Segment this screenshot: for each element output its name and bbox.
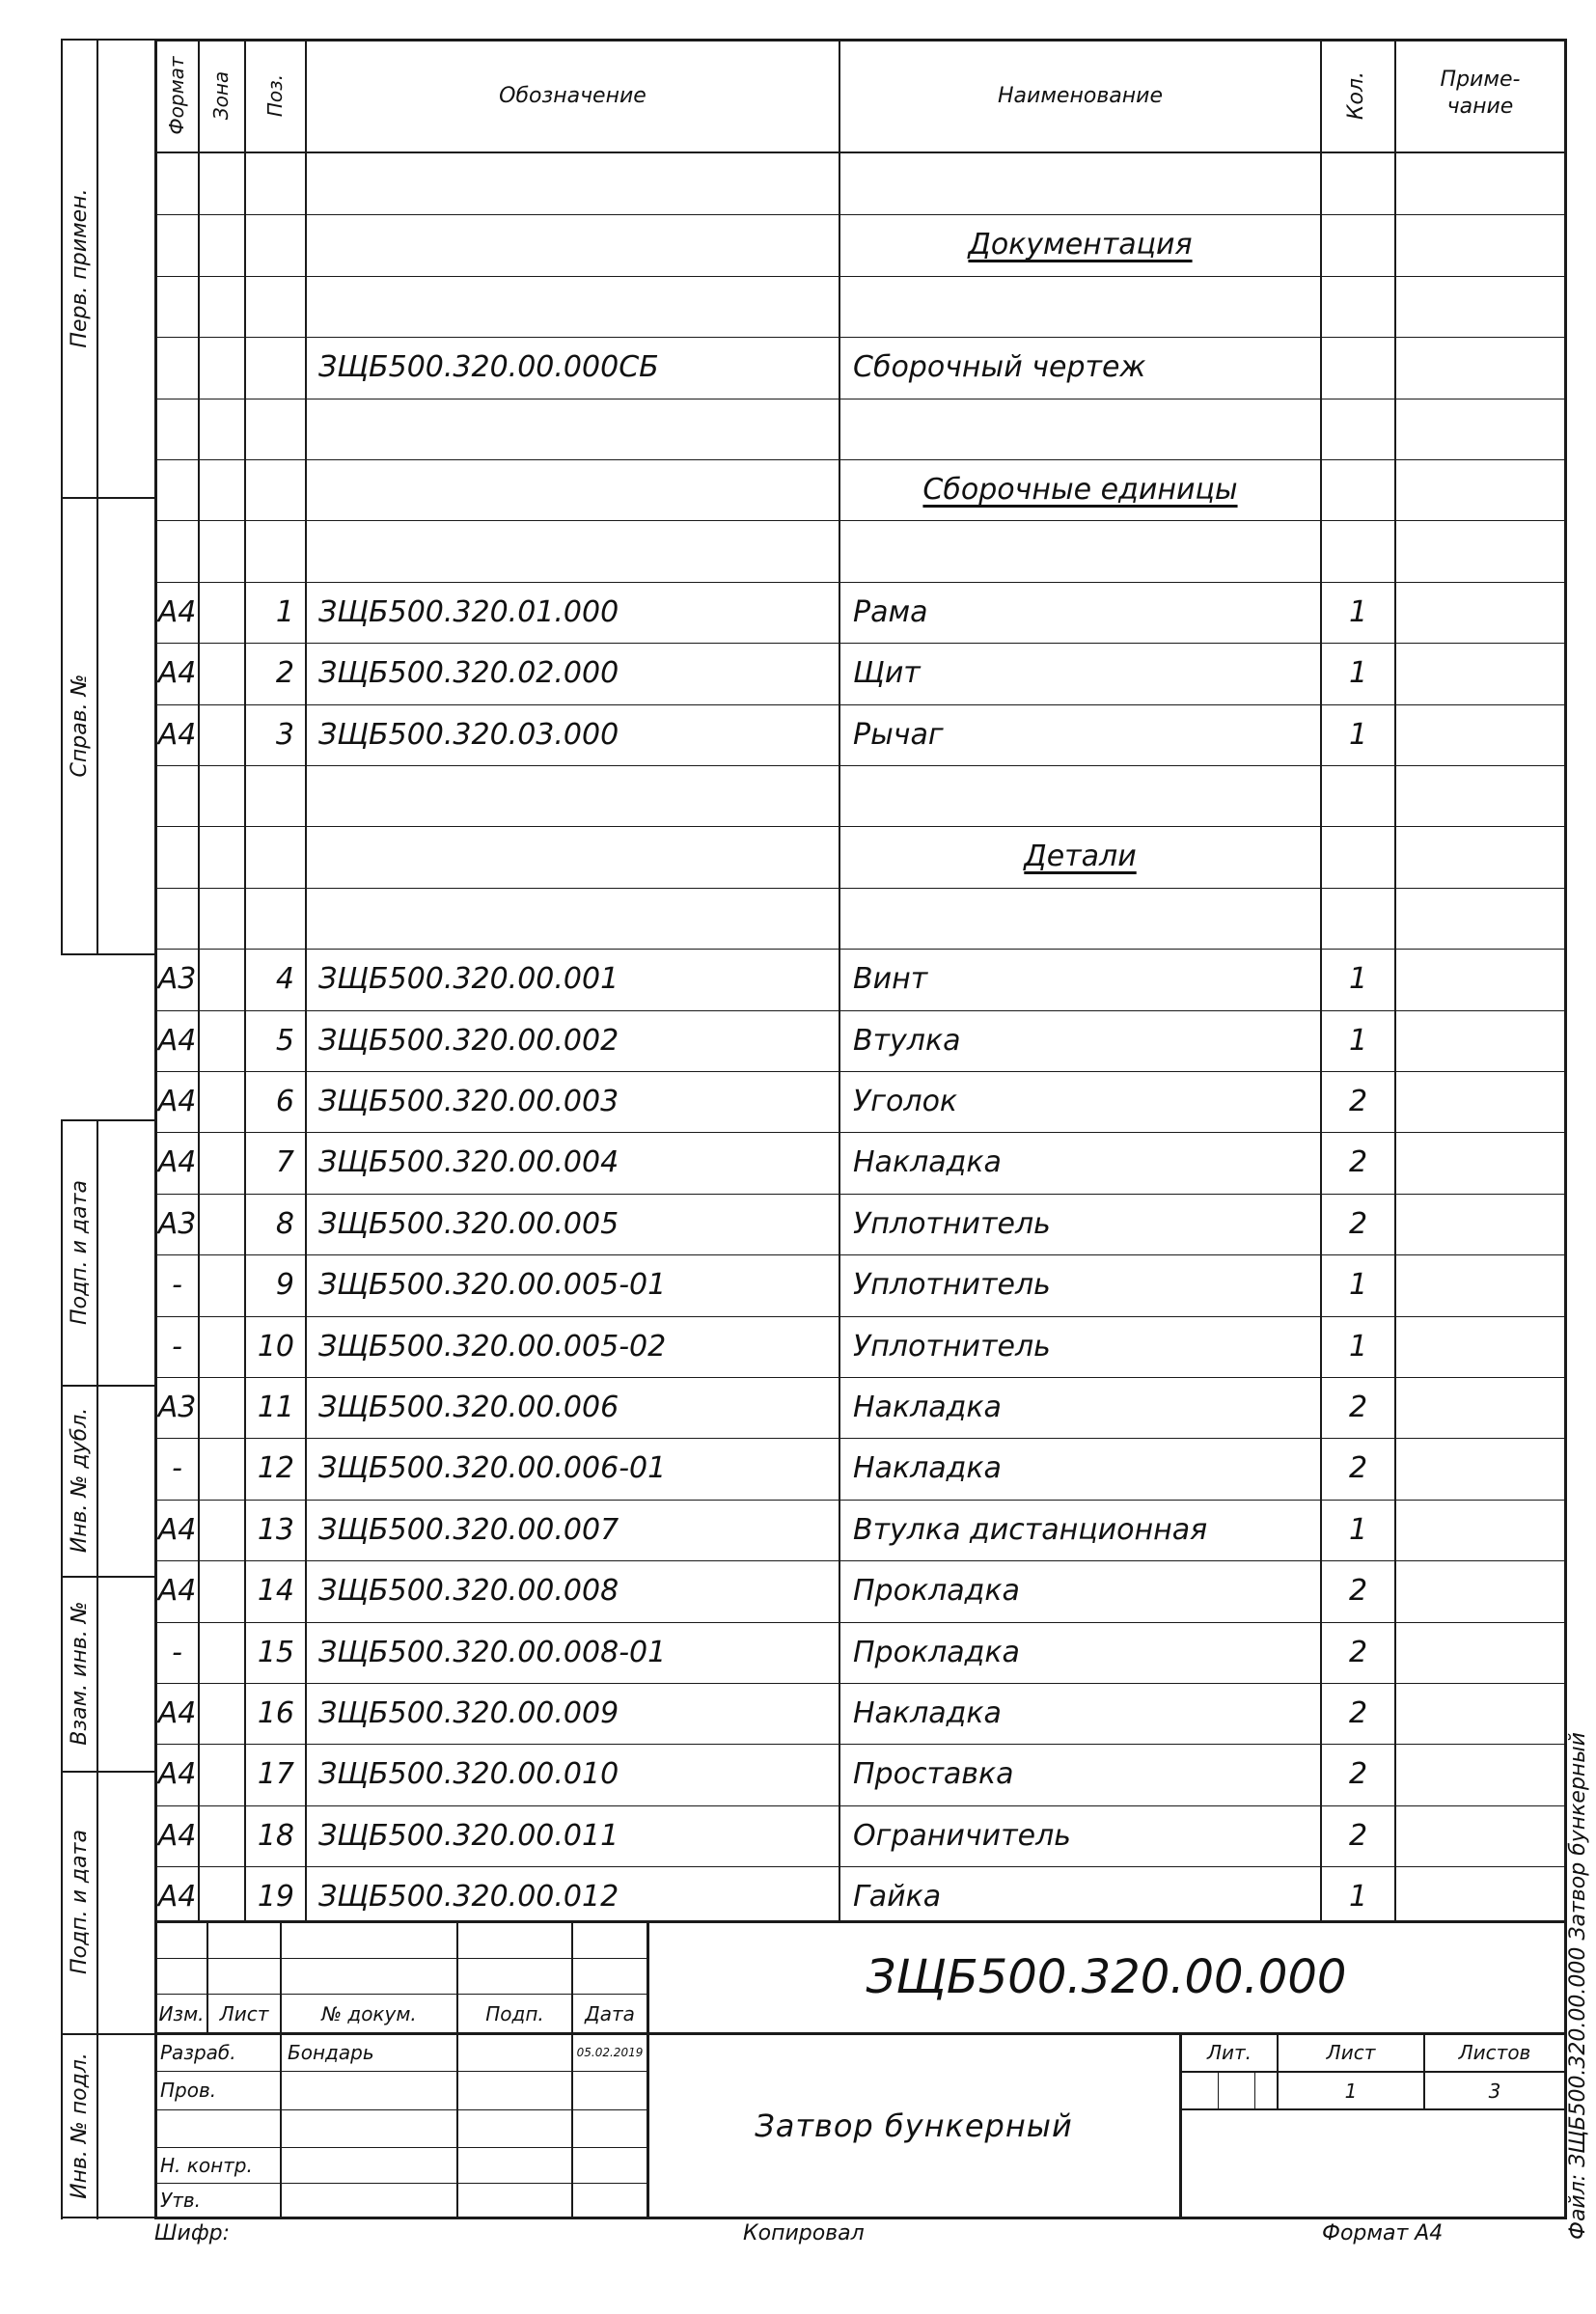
row-format: А3 [157, 1391, 197, 1424]
footer-kopiroval: Копировал [743, 2221, 865, 2245]
row-name: Гайка [853, 1880, 942, 1914]
row-position: 11 [257, 1391, 294, 1424]
row-position: 8 [275, 1207, 294, 1241]
file-label: Файл: ЗЩБ500.320.00.000 Затвор бункерный [1566, 1732, 1590, 2240]
row-name: Прокладка [853, 1574, 1020, 1608]
row-format [156, 214, 198, 275]
row-designation: ЗЩБ500.320.00.008-01 [318, 1636, 667, 1669]
row-format [156, 826, 198, 887]
row-qty: 2 [1348, 1819, 1368, 1853]
row-designation: ЗЩБ500.320.00.002 [318, 1024, 619, 1058]
row-position: 9 [275, 1268, 294, 1302]
row-qty [1322, 765, 1394, 826]
row-designation: ЗЩБ500.320.00.009 [318, 1696, 619, 1730]
listov-value: 3 [1488, 2079, 1501, 2103]
row-designation: ЗЩБ500.320.00.005 [318, 1207, 619, 1241]
row-name: Накладка [853, 1696, 1002, 1730]
row-qty [1322, 888, 1394, 949]
header-oboznachenie: Обозначение [499, 84, 647, 108]
row-name: Втулка дистанционная [853, 1513, 1208, 1547]
row-position: 18 [257, 1819, 294, 1853]
row-qty: 2 [1348, 1085, 1368, 1118]
row-name [853, 765, 1316, 826]
row-format: - [172, 1636, 182, 1669]
utv-label: Утв. [160, 2189, 201, 2212]
row-qty [1322, 826, 1394, 887]
row-designation: ЗЩБ500.320.00.004 [318, 1145, 619, 1179]
row-designation: ЗЩБ500.320.00.007 [318, 1513, 619, 1547]
row-position [246, 826, 294, 887]
row-position: 12 [257, 1451, 294, 1485]
row-position [246, 153, 294, 214]
podp-data-label-2: Подп. и дата [68, 1830, 92, 1974]
footer-shifr: Шифр: [154, 2221, 231, 2245]
row-format [156, 276, 198, 337]
row-format [156, 888, 198, 949]
row-position [246, 888, 294, 949]
footer-format: Формат А4 [1322, 2221, 1444, 2245]
row-qty: 1 [1348, 1513, 1368, 1547]
header-naimenovanie: Наименование [998, 84, 1163, 108]
row-qty: 1 [1348, 595, 1368, 629]
section-heading [840, 214, 1320, 275]
row-position: 3 [275, 718, 294, 752]
col-podp: Подп. [485, 2002, 544, 2025]
row-name: Уголок [853, 1085, 958, 1118]
row-qty: 2 [1348, 1207, 1368, 1241]
row-format: А4 [157, 1696, 197, 1730]
row-qty: 2 [1348, 1391, 1368, 1424]
row-format [156, 399, 198, 459]
row-qty: 1 [1348, 1330, 1368, 1364]
row-qty: 1 [1348, 1880, 1368, 1914]
row-designation: ЗЩБ500.320.03.000 [318, 718, 619, 752]
row-position: 17 [257, 1757, 294, 1791]
row-format [156, 459, 198, 520]
prov-label: Пров. [160, 2079, 217, 2102]
row-designation [318, 888, 835, 949]
row-designation [318, 153, 835, 214]
row-designation: ЗЩБ500.320.00.006-01 [318, 1451, 667, 1485]
row-position: 15 [257, 1636, 294, 1669]
row-name: Винт [853, 962, 928, 996]
row-qty: 2 [1348, 1757, 1368, 1791]
row-qty: 2 [1348, 1636, 1368, 1669]
drawing-title: Затвор бункерный [755, 2107, 1073, 2144]
row-format: А4 [157, 1085, 197, 1118]
row-position: 7 [275, 1145, 294, 1179]
vzam-inv-label: Взам. инв. № [68, 1601, 92, 1746]
row-format: - [172, 1268, 182, 1302]
row-format: А4 [157, 1757, 197, 1791]
row-name: Накладка [853, 1145, 1002, 1179]
col-list: Лист [219, 2002, 269, 2025]
row-qty: 1 [1348, 656, 1368, 690]
row-designation: ЗЩБ500.320.00.006 [318, 1391, 619, 1424]
row-format: А3 [157, 1207, 197, 1241]
header-poz: Поз. [263, 73, 287, 118]
list-value: 1 [1344, 2079, 1358, 2103]
row-name [853, 888, 1316, 949]
row-position: 14 [257, 1574, 294, 1608]
row-designation: ЗЩБ500.320.00.011 [318, 1819, 619, 1853]
n-kontr-label: Н. контр. [160, 2154, 253, 2177]
section-heading-text: Документация [968, 228, 1193, 262]
row-name [853, 153, 1316, 214]
section-heading [840, 826, 1320, 887]
row-designation [318, 826, 835, 887]
sprav-no-label: Справ. № [68, 674, 92, 778]
row-position [246, 214, 294, 275]
row-position: 2 [275, 656, 294, 690]
row-format [156, 520, 198, 581]
inv-dubl-label: Инв. № дубл. [68, 1407, 92, 1554]
row-format: А4 [157, 718, 197, 752]
row-designation: ЗЩБ500.320.00.010 [318, 1757, 619, 1791]
header-kol: Кол. [1344, 70, 1368, 121]
row-format: А4 [157, 656, 197, 690]
lit-label: Лит. [1206, 2041, 1252, 2064]
row-qty [1322, 459, 1394, 520]
row-position: 6 [275, 1085, 294, 1118]
row-format [156, 765, 198, 826]
row-name: Втулка [853, 1024, 961, 1058]
row-name: Проставка [853, 1757, 1014, 1791]
row-name: Уплотнитель [853, 1330, 1051, 1364]
row-position [246, 337, 294, 398]
row-designation: ЗЩБ500.320.00.008 [318, 1574, 619, 1608]
row-format: А4 [157, 1819, 197, 1853]
row-position: 13 [257, 1513, 294, 1547]
row-designation [318, 459, 835, 520]
row-qty: 2 [1348, 1574, 1368, 1608]
row-qty: 1 [1348, 1024, 1368, 1058]
row-position [246, 520, 294, 581]
row-designation: ЗЩБ500.320.00.005-01 [318, 1268, 667, 1302]
col-n-dokum: № докум. [321, 2002, 417, 2025]
row-name: Рычаг [853, 718, 944, 752]
row-format: - [172, 1451, 182, 1485]
row-format [156, 153, 198, 214]
razrab-date: 05.02.2019 [576, 2046, 644, 2059]
row-format: А3 [157, 962, 197, 996]
row-name [853, 399, 1316, 459]
row-qty [1322, 214, 1394, 275]
row-designation: ЗЩБ500.320.00.000СБ [318, 350, 659, 384]
row-designation [318, 214, 835, 275]
row-position [246, 765, 294, 826]
row-name: Щит [853, 656, 921, 690]
row-designation [318, 520, 835, 581]
doc-number: ЗЩБ500.320.00.000 [866, 1950, 1347, 2004]
row-qty: 1 [1348, 1268, 1368, 1302]
inv-podl-label: Инв. № подл. [68, 2052, 92, 2199]
row-qty [1322, 520, 1394, 581]
row-designation [318, 276, 835, 337]
list-label: Лист [1326, 2041, 1376, 2064]
row-position [246, 276, 294, 337]
row-format: А4 [157, 1024, 197, 1058]
row-format: А4 [157, 595, 197, 629]
row-position [246, 399, 294, 459]
row-designation [318, 399, 835, 459]
section-heading [840, 459, 1320, 520]
row-position: 16 [257, 1696, 294, 1730]
row-format: А4 [157, 1145, 197, 1179]
row-position: 10 [257, 1330, 294, 1364]
row-position: 4 [275, 962, 294, 996]
row-name: Рама [853, 595, 928, 629]
row-qty: 1 [1348, 962, 1368, 996]
col-data: Дата [585, 2002, 635, 2025]
row-name: Сборочный чертеж [853, 350, 1146, 384]
row-designation: ЗЩБ500.320.00.005-02 [318, 1330, 667, 1364]
row-qty: 2 [1348, 1451, 1368, 1485]
row-designation: ЗЩБ500.320.02.000 [318, 656, 619, 690]
row-qty [1322, 276, 1394, 337]
row-name: Накладка [853, 1391, 1002, 1424]
row-format: А4 [157, 1574, 197, 1608]
row-position: 19 [257, 1880, 294, 1914]
row-position: 1 [275, 595, 294, 629]
col-izm: Изм. [158, 2002, 205, 2025]
listov-label: Листов [1458, 2041, 1531, 2064]
row-name: Уплотнитель [853, 1207, 1051, 1241]
row-name: Накладка [853, 1451, 1002, 1485]
row-qty [1322, 337, 1394, 398]
row-designation [318, 765, 835, 826]
section-heading-text: Детали [1024, 840, 1137, 873]
row-qty: 2 [1348, 1145, 1368, 1179]
row-name [853, 520, 1316, 581]
row-qty [1322, 399, 1394, 459]
row-name: Прокладка [853, 1636, 1020, 1669]
podp-data-label-1: Подп. и дата [68, 1180, 92, 1325]
razrab-name: Бондарь [288, 2041, 374, 2064]
razrab-label: Разраб. [160, 2041, 236, 2064]
row-qty: 1 [1348, 718, 1368, 752]
row-designation: ЗЩБ500.320.00.001 [318, 962, 619, 996]
row-designation: ЗЩБ500.320.00.012 [318, 1880, 619, 1914]
row-qty [1322, 153, 1394, 214]
header-format: Формат [165, 56, 188, 135]
row-format: А4 [157, 1513, 197, 1547]
header-primechanie-1: Приме- [1440, 68, 1521, 92]
header-primechanie-2: чание [1446, 95, 1514, 119]
row-format: - [172, 1330, 182, 1364]
row-name: Ограничитель [853, 1819, 1071, 1853]
row-designation: ЗЩБ500.320.01.000 [318, 595, 619, 629]
row-qty: 2 [1348, 1696, 1368, 1730]
row-designation: ЗЩБ500.320.00.003 [318, 1085, 619, 1118]
row-format: А4 [157, 1880, 197, 1914]
row-name [853, 276, 1316, 337]
perv-primen-label: Перв. примен. [68, 188, 92, 348]
row-name: Уплотнитель [853, 1268, 1051, 1302]
row-format [156, 337, 198, 398]
section-heading-text: Сборочные единицы [922, 473, 1238, 507]
header-zona: Зона [209, 70, 233, 121]
row-position: 5 [275, 1024, 294, 1058]
row-position [246, 459, 294, 520]
